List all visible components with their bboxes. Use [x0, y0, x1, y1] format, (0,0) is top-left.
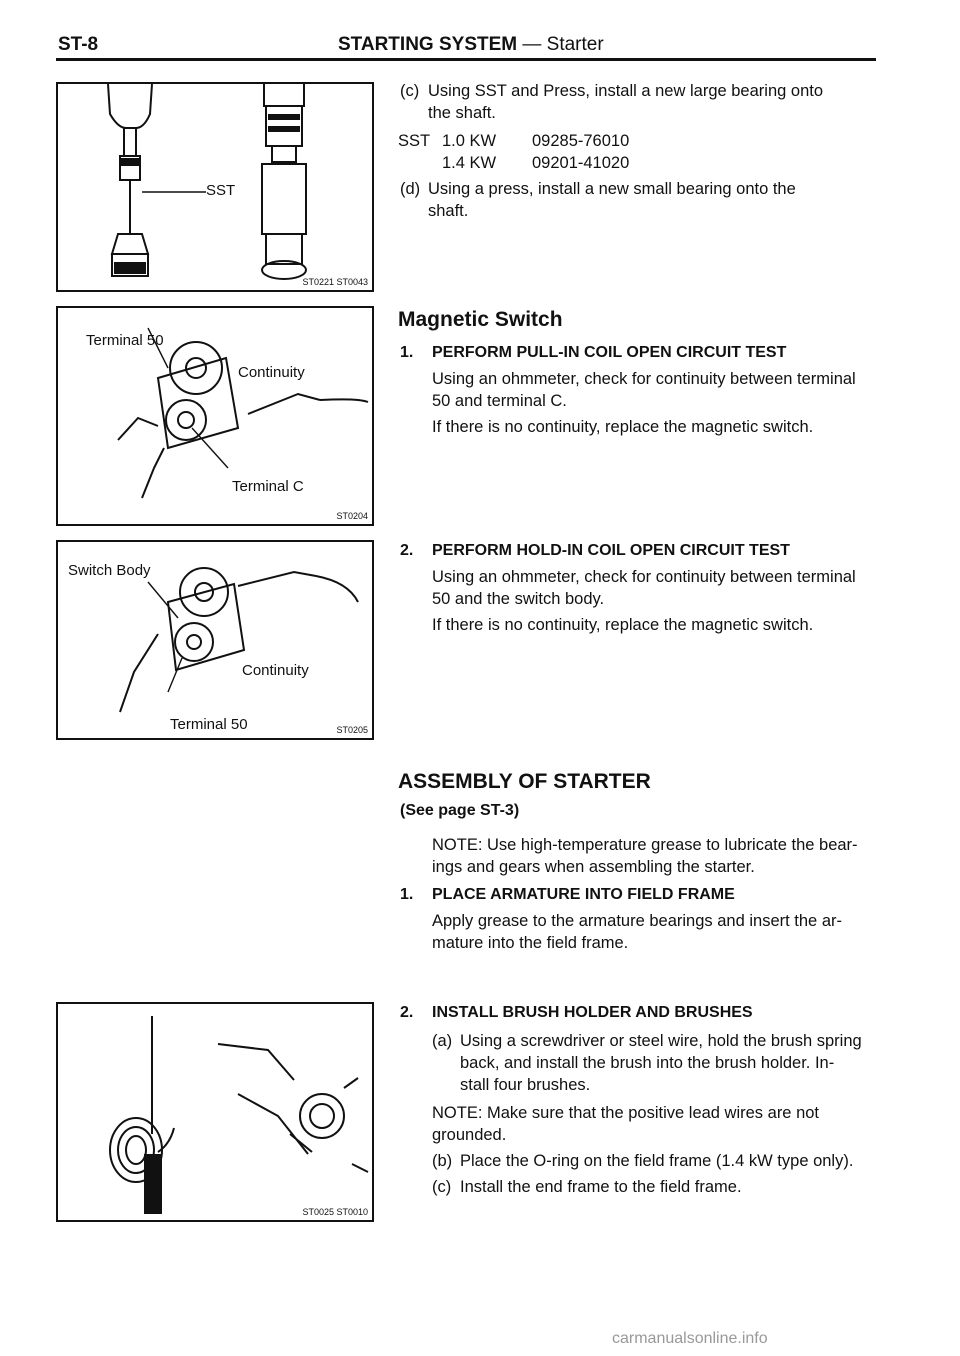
- sst2-kw: 1.4 KW: [442, 154, 497, 172]
- ms-step2-line1: Using an ohmmeter, check for continuity between terminal: [432, 568, 856, 586]
- label-terminal-c: Terminal C: [232, 478, 304, 495]
- sst1-kw: 1.0 KW: [442, 132, 497, 150]
- as-step-a-line1: Using a screwdriver or steel wire, hold the brush spring: [460, 1032, 862, 1050]
- magnetic-switch-heading: Magnetic Switch: [398, 308, 563, 331]
- as-step2-title: INSTALL BRUSH HOLDER AND BRUSHES: [432, 1004, 753, 1021]
- brush-install-illustration: [58, 1004, 372, 1220]
- label-terminal-50: Terminal 50: [170, 716, 248, 733]
- sst1-part-number: 09285-76010: [532, 132, 630, 150]
- label-switch-body: Switch Body: [68, 562, 151, 579]
- assembly-note-line2: ings and gears when assembling the starter.: [432, 858, 755, 876]
- ms-step2-title: PERFORM HOLD-IN COIL OPEN CIRCUIT TEST: [432, 542, 790, 559]
- step-c-text-line2: the shaft.: [428, 104, 496, 122]
- step-d-text-line1: Using a press, install a new small bearing onto the: [428, 180, 796, 198]
- figure-hold-in-test: [56, 540, 374, 740]
- figure-code: ST0205: [336, 725, 368, 735]
- step-c-label: (c): [400, 82, 420, 100]
- ms-step2-line2: 50 and the switch body.: [432, 590, 605, 608]
- ms-step1-title: PERFORM PULL-IN COIL OPEN CIRCUIT TEST: [432, 344, 787, 361]
- as-note2-line2: grounded.: [432, 1126, 507, 1144]
- as-step1-line1: Apply grease to the armature bearings and insert the ar-: [432, 912, 842, 930]
- page-title: [338, 34, 604, 56]
- as-step-a-line2: back, and install the brush into the brush holder. In-: [460, 1054, 835, 1072]
- as-step-b-line1: Place the O-ring on the field frame (1.4 kW type only).: [460, 1152, 854, 1170]
- screwdriver-shape: [144, 1154, 162, 1214]
- as-step-a-label: (a): [432, 1032, 453, 1050]
- as-step1-title: PLACE ARMATURE INTO FIELD FRAME: [432, 886, 735, 903]
- ms-step2-number: 2.: [400, 542, 414, 559]
- figure-code: ST0204: [336, 511, 368, 521]
- assembly-heading: ASSEMBLY OF STARTER: [398, 770, 651, 793]
- as-step1-number: 1.: [400, 886, 414, 903]
- page-title-sub: — Starter: [517, 34, 604, 55]
- assembly-note-line1: NOTE: Use high-temperature grease to lubricate the bear-: [432, 836, 858, 854]
- ms-step1-line2: 50 and terminal C.: [432, 392, 567, 410]
- ms-step1-line1: Using an ohmmeter, check for continuity between terminal: [432, 370, 856, 388]
- as-note2-line1: NOTE: Make sure that the positive lead wires are not: [432, 1104, 820, 1122]
- as-step-c-line1: Install the end frame to the field frame.: [460, 1178, 742, 1196]
- assembly-see-page: (See page ST-3): [400, 802, 520, 819]
- figure-code: ST0025 ST0010: [302, 1207, 368, 1217]
- figure-pull-in-test: [56, 306, 374, 526]
- page-title-main: STARTING SYSTEM: [338, 34, 518, 55]
- as-step-a-line3: stall four brushes.: [460, 1076, 591, 1094]
- step-d-label: (d): [400, 180, 421, 198]
- figure-brush-install: [56, 1002, 374, 1222]
- as-step-c-label: (c): [432, 1178, 452, 1196]
- as-step-b-label: (b): [432, 1152, 453, 1170]
- as-step1-line2: mature into the field frame.: [432, 934, 629, 952]
- page-id: ST-8: [58, 34, 99, 55]
- ms-step1-number: 1.: [400, 344, 414, 361]
- label-sst: SST: [206, 182, 236, 199]
- ms-step2-line3: If there is no continuity, replace the magnetic switch.: [432, 616, 814, 634]
- step-c-text-line1: Using SST and Press, install a new large bearing onto: [428, 82, 824, 100]
- step-d-text-line2: shaft.: [428, 202, 469, 220]
- sst-label: SST: [398, 132, 431, 150]
- label-continuity: Continuity: [242, 662, 309, 679]
- label-terminal-50: Terminal 50: [86, 332, 164, 349]
- sst2-part-number: 09201-41020: [532, 154, 630, 172]
- figure-code: ST0221 ST0043: [302, 277, 368, 287]
- figure-bearing-install: [56, 82, 374, 292]
- label-continuity: Continuity: [238, 364, 305, 381]
- header-rule: [56, 58, 876, 61]
- as-step2-number: 2.: [400, 1004, 414, 1021]
- ms-step1-line3: If there is no continuity, replace the magnetic switch.: [432, 418, 814, 436]
- watermark: carmanualsonline.info: [612, 1330, 768, 1347]
